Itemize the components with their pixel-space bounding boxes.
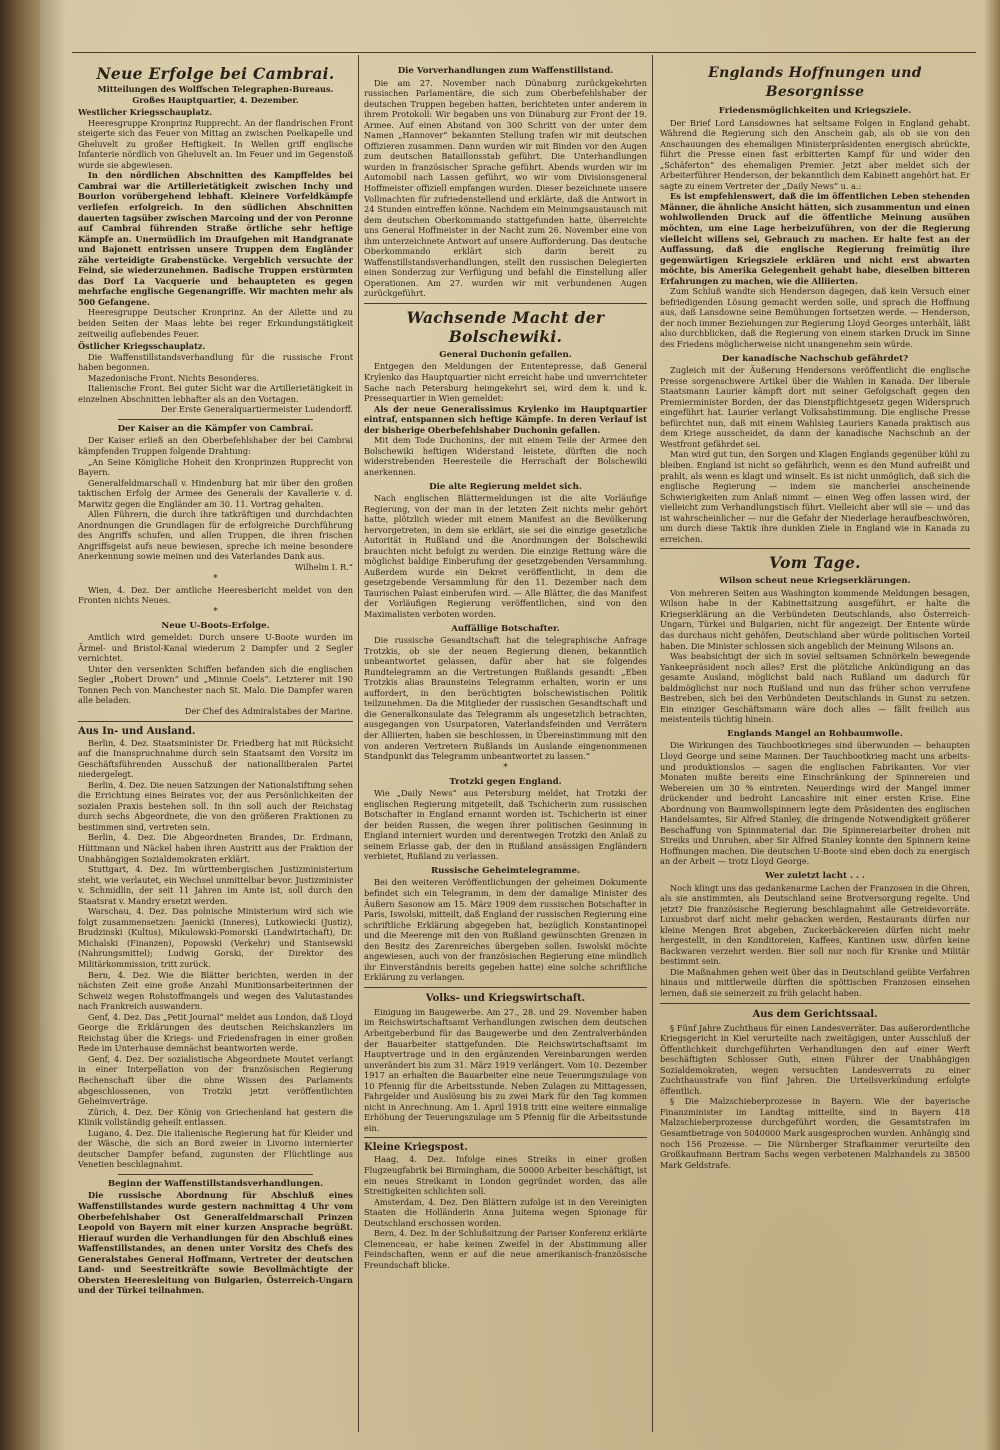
- divider: [364, 987, 647, 988]
- geheim-title: Russische Geheimtelegramme.: [431, 865, 580, 876]
- west-paragraph-2: In den nördlichen Abschnitten des Kampffeldes bei Cambrai war die Artillerietätigkeit zwischen Inchy und Bourlon vorübergehend lebhaft. Kleinere Vorfeldkämpfe verliefen erfolgreich. In den südlichen Abschnitten dauerten tagsüber zwischen Marcoing und der von Peronne auf Cambrai führenden Straße örtliche sehr heftige Kämpfe an. Unermüdlich im Draufgehen mit Handgranate und Bajonett entrissen unsere Truppen dem Engländer zähe verteidigte Grabenstücke. Vergeblich versuchte der Feind, sie wiederzunehmen. Badische Truppen erstürmten das Dorf La Vacquerie und behaupteten es gegen mehrfache englische Gegenangriffe. Wir machten mehr als 500 Gefangene.: [78, 170, 353, 307]
- west-title: Westlicher Kriegsschauplatz.: [78, 107, 212, 118]
- top-rule: [72, 52, 976, 53]
- genf-item-1: Genf, 4. Dez. Das „Petit Journal“ meldet aus London, daß Lloyd George die Erklärungen des deutschen Reichskanzlers im Reichstag über die Kriegs- und Friedensfragen in einer großen Rede im Unterhause demnächst beantworten werde.: [78, 1011, 353, 1054]
- wilson-title: Wilson scheut neue Kriegserklärungen.: [719, 576, 911, 587]
- column-3: [660, 62, 970, 1436]
- uboot-title: Neue U-Boots-Erfolge.: [161, 620, 270, 631]
- east-paragraph: Die Waffenstillstandsverhandlung für die russische Front haben begonnen.: [78, 351, 353, 373]
- lugano-item: Lugano, 4. Dez. Die italienische Regierung hat für Kleider und der Wäsche, die sich an Bord zweier in Livorno internierter deutscher Dampfer befand, zugunsten der Flüchtlinge aus Venetien beschlagnahmt.: [78, 1127, 353, 1170]
- trotzki-paragraph: Wie „Daily News“ aus Petersburg meldet, hat Trotzki der englischen Regierung mitgeteilt, daß Tschicherin zum russischen Botschafter in England ernannt worden ist. Tschicherin ist einer der beiden Russen, die wegen ihrer politischen Gesinnung in England interniert wurden und derentwegen Trotzki den Anlaß zu seinem Erlasse gab, der den in Rußland ansässigen Engländern verbietet, Rußland zu verlassen.: [364, 788, 647, 862]
- berlin-item-2: Berlin, 4. Dez. Die neuen Satzungen der Nationalstiftung sehen die Errichtung eines Beirates vor, der aus Persönlichkeiten der sozialen Praxis bestehen soll. In ihn soll auch der Reichstag durch sechs Abgeordnete, die von den größeren Fraktionen zu bestimmen sind, vertreten sein.: [78, 779, 353, 832]
- kanada-title: Der kanadische Nachschub gefährdet?: [721, 353, 909, 364]
- genf-item-2: Genf, 4. Dez. Der sozialistische Abgeordnete Moutet verlangt in einer Interpellation von der französischen Regierung Rechenschaft über die ohne Wissen des Parlaments abgeschlossenen, von Trotzki jetzt veröffentlichten Geheimverträge.: [78, 1053, 353, 1107]
- divider: [118, 419, 313, 420]
- headline-cambrai: Neue Erfolge bei Cambrai.: [96, 64, 335, 83]
- west-paragraph-1: Heeresgruppe Kronprinz Rupprecht. An der flandrischen Front steigerte sich das Feuer von Mittag an zwischen Poelkapelle und Gheluvelt zu großer Heftigkeit. In Wellen griff englische Infanterie nördlich von Gheluvelt an. Im Feuer und im Gegenstoß wurde sie abgewiesen.: [78, 117, 353, 170]
- zuerich-item: Zürich, 4. Dez. Der König von Griechenland hat gestern die Klinik vollständig geheilt entlassen.: [78, 1106, 353, 1128]
- kanada-paragraph-2: Man wird gut tun, den Sorgen und Klagen Englands gegenüber kühl zu bleiben. England ist nicht so gefährlich, wenn es den Mund aufreißt und prahlt, als wenn es klagt und winselt. Es ist nicht unmöglich, daß sich die englische Regierung — indem sie mancherlei anscheinende Schwierigkeiten zum Anlaß nimmt — einen Weg offen lassen wird, der vielleicht zum Verhandlungstisch führt. Vielleicht aber will sie — und das ist wahrscheinlicher — nur die Gefahr der Niederlage heraufbeschwören, um durch diese Taktik ihre dunklen Ziele in England wie in Kanada zu erreichen.: [660, 449, 970, 544]
- wilson-paragraph-2: Was beabsichtigt der sich in soviel seltsamen Schnörkeln bewegende Yankeepräsident noch alles? Erst die plötzliche Ankündigung an das gesamte Ausland, möglichst bald nach Rußland um dadurch für baldmöglichst nur noch Rußland und nun das früher schon verrufene Bestreben, sich bei den Verbündeten Deutschlands in Gunst zu setzen. Ein einziger Geschäftsmann wäre doch alles — fällt freilich aus meistenteils tüchtig hinein.: [660, 651, 970, 725]
- kriegspost-title: Kleine Kriegspost.: [364, 1142, 468, 1154]
- kaiser-paragraph-1: Der Kaiser erließ an den Oberbefehlshaber der bei Cambrai kämpfenden Truppen folgende Drahtung:: [78, 435, 353, 456]
- stuttgart-item: Stuttgart, 4. Dez. Im württembergischen Justizministerium steht, wie verlautet, ein Wechsel unmittelbar bevor. Justizminister v. Schmidlin, der seit 11 Jahren im Amte ist, soll durch den Staatsrat v. Mandry ersetzt werden.: [78, 864, 353, 906]
- geheim-paragraph: Bei den weiteren Veröffentlichungen der geheimen Dokumente befindet sich ein Telegramm, in dem der damalige Minister des Äußern Sasonow am 15. März 1909 dem russischen Botschafter in Paris, Iswolski, mitteilt, daß England der russischen Regierung eine schriftliche Erklärung abgegeben hat, bezüglich Konstantinopel und die Meerenge mit den von Rußland gewünschten Grenzen in den Besitz des Zarenreiches übergeben sollen. Iswolski möchte angewiesen, auch von der französischen Regierung eine mündlich ihr Einverständnis bereits gegeben hatte) eine solche schriftliche Erklärung zu verlangen.: [364, 877, 647, 983]
- bern-item: Bern, 4. Dez. In der Schlußsitzung der Pariser Konferenz erklärte Clemenceau, er habe keinen Zweifel in der Abstimmung aller Feindschaften, wenn er auf die neue amerikanisch-französische Freundschaft blicke.: [364, 1228, 647, 1270]
- macedonian-front: Mazedonische Front. Nichts Besonderes.: [88, 372, 259, 383]
- divider: [660, 548, 970, 549]
- england-paragraph-3: Zum Schluß wandte sich Henderson dagegen, daß kein Versuch einer befriedigenden Lösung gemacht werden solle, und sprach die Hoffnung aus, daß Lansdowne seine Bemühungen fortsetzen werde. — Henderson, der noch immer Beziehungen zur Regierung Lloyd Georges unterhält, läßt also durchblicken, daß die Regierung von einem starken Druck im Sinne des Friedens möglicherweise nicht unangenehm sein würde.: [660, 286, 970, 349]
- alte-regierung-title: Die alte Regierung meldet sich.: [429, 481, 582, 492]
- bern-item: Bern, 4. Dez. Wie die Blätter berichten, werden in der nächsten Zeit eine große Anzahl Munitionsarbeiterinnen der Schweiz wegen Rohstoffmangels und wegen des Valutastandes nach Frankreich auswandern.: [78, 969, 353, 1012]
- lacht-paragraph-2: Die Maßnahmen gehen weit über das in Deutschland geübte Verfahren hinaus und mittlerweile dürften die spöttischen Franzosen einsehen lernen, daß sie seinerzeit zu früh gelacht haben.: [660, 966, 970, 998]
- botschafter-title: Auffällige Botschafter.: [451, 623, 560, 634]
- duchonin-title: General Duchonin gefallen.: [439, 349, 572, 360]
- inland-title: Aus In- und Ausland.: [78, 725, 196, 737]
- separator-star: *: [213, 606, 218, 617]
- headline-vom-tage: Vom Tage.: [769, 553, 861, 573]
- vorverhandlungen-title: Die Vorverhandlungen zum Waffenstillstand.: [397, 66, 614, 76]
- beginn-paragraph: Die russische Abordnung für Abschluß eines Waffenstillstandes wurde gestern nachmittag 4 Uhr vom Oberbefehlshaber Ost Generalfeldmarschall Prinzen Leopold von Bayern mit einer kurzen Ansprache begrüßt. Hierauf wurden die Verhandlungen für den Abschluß eines Waffenstillstandes, an denen unter Vorsitz des Chefs des Generalstabes General Hoffmann, Vertreter der deutschen Land- und Seestreitkräfte sowie Bevollmächtigte der Obersten Heeresleitung von Bulgarien, Österreich-Ungarn und der Türkei teilnahmen.: [78, 1190, 353, 1296]
- divider: [364, 303, 647, 304]
- amsterdam-item: Amsterdam, 4. Dez. Den Blättern zufolge ist in den Vereinigten Staaten die Holländerin Anna Juitema wegen Spionage für Deutschland erschossen worden.: [364, 1196, 647, 1228]
- kaiser-signature: Wilhelm I. R.“: [294, 562, 353, 573]
- west-paragraph-3: Heeresgruppe Deutscher Kronprinz. An der Ailette und zu beiden Seiten der Maas lebte bei reger Erkundungstätigkeit zeitweilig auflebendes Feuer.: [78, 307, 353, 339]
- beginn-title: Beginn der Waffenstillstandsverhandlungen.: [107, 1178, 324, 1189]
- divider: [364, 1137, 647, 1138]
- berlin-item-1: Berlin, 4. Dez. Staatsminister Dr. Friedberg hat mit Rücksicht auf die Inanspruchnahme durch sein Staatsamt den Vorsitz im Geschäftsführenden Ausschuß der nationalliberalen Partei niedergelegt.: [78, 737, 353, 780]
- gerichtssaal-title: Aus dem Gerichtssaal.: [752, 1008, 878, 1020]
- gerichtssaal-paragraph-2: § Die Malzschieberprozesse in Bayern. Wie der bayerische Finanzminister im Landtag mitteilte, sind in Bayern 418 Malzschieberprozesse durchgeführt worden, die Gesamtstrafen im Gesamtbetrage von 5040000 Mark ausgesprochen wurden. Anhängig sind noch 156 Prozesse. — Die Nürnberger Strafkammer verurteilte den Großkaufmann Bertram Sachs wegen verbotenen Malzhandels zu 38500 Mark Geldstrafe.: [660, 1096, 970, 1170]
- headline-bolschewiki: Wachsende Macht der Bolschewiki.: [406, 307, 605, 346]
- wilson-paragraph-1: Von mehreren Seiten aus Washington kommende Meldungen besagen, Wilson habe in der Kabinettsitzung ausgeführt, er halte die Kriegserklärung an die Verbündeten Deutschlands, also Österreich-Ungarn, Türkei und Bulgarien, nicht für angezeigt. Der Entente würde das durchaus nicht gehöfen, Deutschland aber würde politischen Vorteil haben. Die Minister schlossen sich angeblich der Meinung Wilsons an.: [660, 587, 970, 651]
- italian-front: Italienische Front. Bei guter Sicht war die Artillerietätigkeit in einzelnen Abschnitten lebhafter als an den Vortagen.: [78, 383, 353, 404]
- east-title: Östlicher Kriegsschauplatz.: [78, 341, 206, 352]
- wolff-subline: Mitteilungen des Wolffschen Telegraphen-Bureaus.: [97, 84, 334, 94]
- england-paragraph-1: Der Brief Lord Lansdownes hat seltsame Folgen in England gehabt. Während die Regierung sich den Anschein gab, als ob sie von den Anschauungen des ehemaligen Ministerpräsidenten energisch abrückte, führt die Presse einen fast erbitterten Kampf für und wider den „Schäferton“ des ehemaligen Premier. Jetzt aber meldet sich der Arbeiterführer Henderson, der bekanntlich dem Kabinett angehört hat. Er sagte zu einem Vertreter der „Daily News“ u. a.:: [660, 117, 970, 191]
- england-subtitle: Friedensmöglichkeiten und Kriegsziele.: [718, 106, 912, 116]
- divider: [118, 1174, 313, 1175]
- trotzki-title: Trotzki gegen England.: [449, 776, 562, 787]
- headline-england: Englands Hoffnungen und Besorgnisse: [708, 65, 922, 100]
- haag-item: Haag, 4. Dez. Infolge eines Streiks in einer großen Flugzeugfabrik bei Birmingham, die 50000 Arbeiter beschäftigt, ist ein neues Streikamt in London gegründet worden, das alle Streitigkeiten schlichten soll.: [364, 1154, 647, 1197]
- duchonin-paragraph-2: Als der neue Generalissimus Krylenko im Hauptquartier eintraf, entspannen sich heftige Kämpfe. In deren Verlauf ist der bisherige Oberbefehlshaber Duchonin gefallen.: [364, 403, 647, 435]
- admiral-signature: Der Chef des Admiralstabes der Marine.: [184, 705, 353, 716]
- binding-spine: [0, 0, 40, 1450]
- binding-shadow: [40, 0, 66, 1450]
- kaiser-paragraph-4: Allen Führern, die durch ihre tatkräftigen und durchdachten Anordnungen die Grundlagen für de erfolgreiche Durchführung des Angriffs schufen, und allen Truppen, die ihren frischen Angriffsgeist aufs neue bewiesen, spreche ich meine besondere Anerkennung sowie meinen und des Vaterlandes Dank aus.: [78, 509, 353, 562]
- divider: [78, 721, 353, 722]
- baumwolle-title: Englands Mangel an Rohbaumwolle.: [727, 728, 903, 739]
- ludendorff-signature: Der Erste Generalquartiermeister Ludendorff.: [160, 404, 353, 415]
- berlin-item-3: Berlin, 4. Dez. Die Abgeordneten Brandes, Dr. Erdmann, Hüttmann und Näckel haben ihren Austritt aus der Fraktion der Unabhängigen Sozialdemokraten erklärt.: [78, 832, 353, 864]
- kaiser-paragraph-3: Generalfeldmarschall v. Hindenburg hat mir über den großen taktischen Erfolg der Armee des Generals der Kavallerie v. d. Marwitz gegen die Engländer am 30. 11. Vortrag gehalten.: [78, 477, 353, 509]
- column-2: [364, 62, 647, 1436]
- column-divider-1: [358, 55, 359, 1432]
- vorverhandlungen-paragraph: Die am 27. November nach Dünaburg zurückgekehrten russischen Parlamentäre, die sich zum Oberbefehlshaber der deutschen Truppen begeben hatten, berichteten unter anderem in ihrem Protokoll: Wir begaben uns von Dünaburg zur Front der 19. Armee. Auf einen Abstand von 300 Schritt von der unter dem Namen „Hannover“ bekannten Stellung trafen wir mit deutschen Offizieren zusammen. Dann wurden wir mit Binden vor den Augen zum deutschen Bataillonsstab geführt. Die Unterhandlungen wurden in französischer Sprache geführt. Abends wurden wir im Automobil nach Lassen geführt, wo wir vom Divisionsgeneral Hoffmeister offiziell empfangen wurden. Dieser bezeichnete unsere Vollmachten für zufriedenstellend und erklärte, daß die Antwort in 24 Stunden eintreffen könne. Nachdem ein Meinungsaustausch mit dem deutschen Oberkommando stattgefunden hatte, überreichte uns General Hoffmeister in der Nacht zum 26. November eine von ihm unterzeichnete Antwort auf unsere Aufforderung. Das deutsche Oberkommando erklärt sich darin bereit zu Waffenstillstandsverhandlungen, stellt den russischen Delegierten einen Sonderzug zur Verfügung und befahl die Einstellung aller Operationen. Am 27. wurden wir mit verbundenen Augen zurückgeführt.: [364, 77, 647, 299]
- alte-regierung-paragraph: Nach englischen Blättermeldungen ist die alte Vorläufige Regierung, von der man in der letzten Zeit nichts mehr gehört hatte, plötzlich wieder mit einem Manifest an die Bevölkerung hervorgetreten, in dem sie erklärt, sie sei die einzige gesetzliche Autorität in Rußland und die Anordnungen der Bolschewiki brauchten nicht befolgt zu werden. Die einzige Rettung wäre die möglichst baldige Einberufung der gesetzgebenden Versammlung. Außerdem wurde ein Dekret veröffentlicht, in dem die gesetzgebende Versammlung für den 11. Dezember nach dem Taurischen Palast einberufen wird. — Alle Blätter, die das Manifest der Vorläufigen Regierung veröffentlichen, sind von den Maximalisten verboten worden.: [364, 493, 647, 620]
- volkswirtschaft-title: Volks- und Kriegswirtschaft.: [425, 992, 586, 1004]
- gerichtssaal-paragraph-1: § Fünf Jahre Zuchthaus für einen Landesverräter. Das außerordentliche Kriegsgericht in Kiel verurteilte nach zweitägigen, unter Ausschluß der Öffentlichkeit durchgeführten Verhandlungen den auf einer Werft beschäftigten Schlosser Guth, einen Führer der Unabhängigen Sozialdemokraten, wegen versuchten Landesverrats zu einer Zuchthausstrafe von fünf Jahren. Die Urteilsverkündung erfolgte öffentlich.: [660, 1022, 970, 1096]
- kaiser-paragraph-2: „An Seine Königliche Hoheit den Kronprinzen Rupprecht von Bayern.: [78, 456, 353, 478]
- divider: [660, 1003, 970, 1004]
- dateline: Großes Hauptquartier, 4. Dezember.: [132, 94, 299, 105]
- baumwolle-paragraph: Die Wirkungen des Tauchbootkrieges sind überwunden — behaupten Lloyd George und seine Mannen. Der Tauchbootkrieg macht uns arbeits- und produktionslos — sagen die englischen Fabrikanten. Vor vier Monaten mußte bereits eine Einschränkung der Spinnereien und Webereien um 30 % eintreten. Neuerdings wird der Mangel immer drückender und bedroht Lancashire mit einer ersten Krise. Eine Abordnung von Baumwollspinnern legte dem Präsidenten des englischen Handelsamtes, Sir Alfred Stanley, die dringende Notwendigkeit größerer Beschaffung von Spinnmaterial dar. Die Spinnereiarbeiter drohen mit Streiks und Unruhen, aber Sir Alfred Stanley konnte den Spinnern keine Hoffnungen machen. Die deutschen U-Boote sind eben doch zu energisch an der Arbeit — trotz Lloyd George.: [660, 740, 970, 867]
- separator-star: *: [503, 762, 508, 773]
- separator-star: *: [213, 573, 218, 584]
- england-paragraph-2: Es ist empfehlenswert, daß die im öffentlichen Leben stehenden Männer, die ähnliche Ansicht hätten, sich zusammentun und einen wohlwollenden Druck auf die öffentliche Meinung ausüben möchten, um eine Lage herbeizuführen, von der die Regierung vielleicht willens sei, Gebrauch zu machen. Er halte fest an der Auffassung, daß die englische Regierung freimütig ihre gegenwärtigen Kriegsziele erklären und nicht erst abwarten möchte, bis Amerika Gelegenheit gehabt habe, dieselben bitteren Erfahrungen zu machen, wie die Alliierten.: [660, 191, 970, 286]
- column-divider-2: [652, 55, 653, 1432]
- uboot-paragraph-1: Amtlich wird gemeldet: Durch unsere U-Boote wurden im Ärmel- und Bristol-Kanal wiederum 2 Dampfer und 2 Segler vernichtet.: [78, 632, 353, 664]
- kanada-paragraph-1: Zugleich mit der Äußerung Hendersons veröffentlicht die englische Presse sorgenschwere Artikel über die Wahlen in Kanada. Der liberale Staatsmann Laurier kämpft dort mit seiner Gefolgschaft gegen den Premierminister Borden, der das Dienstpflichtgesetz gegen Widerspruch eingeführt hat. Laurier verlangt Volksabstimmung. Die englische Presse befürchtet nun, daß mit einem Wahlsieg Lauriers Kanada praktisch aus dem Kriege ausscheidet, da dann der kanadische Nachschub an der Westfront gefährdet sei.: [660, 365, 970, 449]
- wien-report: Wien, 4. Dez. Der amtliche Heeresbericht meldet von den Fronten nichts Neues.: [78, 584, 353, 606]
- warschau-item: Warschau, 4. Dez. Das polnische Ministerium wird sich wie folgt zusammensetzen: Jaenicki (Inneres), Lutkowiecki (Justiz), Brudzinski (Kultus), Mikulowski-Pomorski (Landwirtschaft), Dr. Michalski (Finanzen), Popowski (Verkehr) und Stanisewski (Nahrungsmittel); Ludwig Gorski, der Direktor des Militärkommission, tritt zurück.: [78, 906, 353, 970]
- volkswirtschaft-paragraph: Einigung im Baugewerbe. Am 27., 28. und 29. November haben im Reichswirtschaftsamt Verhandlungen zwischen dem deutschen Arbeitgeberbund für das Baugewerbe und den Zentralverbänden der Bauarbeiter stattgefunden. Die Reichswirtschaftsamt im Hauptvertrage und in den ergänzenden Vereinbarungen werden unverändert bis zum 31. März 1919 verlängert. Vom 10. Dezember 1917 an erhalten die Bauarbeiter eine neue Teuerungszulage von 10 Pfennig für die Arbeitsstunde. Neben Zulagen zu Mittagessen, Fahrgelder und Auslösung bis zu zwei Mark für den Tag kommen nicht in Anrechnung. Am 1. April 1918 tritt eine weitere einmalige Erhöhung der Teuerungszulage um 5 Pfennig für die Arbeitsstunde ein.: [364, 1006, 647, 1133]
- botschafter-paragraph: Die russische Gesandtschaft hat die telegraphische Anfrage Trotzkis, ob sie der neuen Regierung dienen, bekanntlich unbeantwortet gelassen, dafür aber hat sie folgendes Rundtelegramm an die Vertretungen Rußlands gesandt: „Eben Trotzkis alias Braunsteins Telegramm erhalten, worin er uns auffordert, in den berüchtigten bolschewistischen Politik teilzunehmen. Da die Mitglieder der russischen Gesandtschaft und die Generalkonsulate das Telegramm als ungesetzlich betrachten, ausgegangen von Usurpatoren, Vaterlandsfeinden und Verrätern der Alliierten, haben sie beschlossen, in Übereinstimmung mit den von anderen Vertretern Rußlands im Auslande eingenommenen Standpunkt das Telegramm unbeantwortet zu lassen.“: [364, 635, 647, 762]
- duchonin-paragraph-3: Mit dem Tode Duchonins, der mit einem Teile der Armee den Bolschewiki heftigen Widerstand leistete, dürften die noch widerstrebenden Heeresteile die Herrschaft der Bolschewiki anerkennen.: [364, 435, 647, 477]
- uboot-paragraph-2: Unter den versenkten Schiffen befanden sich die englischen Segler „Robert Drown“ und „Minnie Coels“. Letzterer mit 190 Tonnen Pech von Manchester nach St. Malo. Die Dampfer waren alle beladen.: [78, 663, 353, 706]
- kaiser-title: Der Kaiser an die Kämpfer von Cambrai.: [117, 423, 314, 434]
- lacht-title: Wer zuletzt lacht . . .: [765, 871, 865, 881]
- lacht-paragraph-1: Noch klingt uns das gedankenarme Lachen der Franzosen in die Ohren, als sie anstimmten, als Deutschland seine Brotversorgung regelte. Und jetzt? Die französische Regierung beschlagnahmt alle Getreidevorräte. Luxusbrot darf nicht mehr gebacken werden, Restaurants dürfen nur kleine Mengen Brot abgeben, Zuckerbäckereien dürfen nicht mehr hergestellt, in den Konditoreien, Kaffees, Kantinen usw. dürfen keine Backwaren verzehrt werden. Bier soll nur noch für Kranke und Militär bestimmt sein.: [660, 882, 970, 967]
- duchonin-paragraph-1: Entgegen den Meldungen der Ententepresse, daß General Krylenko das Hauptquartier nicht erreicht habe und unverrichteter Sache nach Petersburg heimgekehrt sei, wird dem k. und k. Pressequartier in Wien gemeldet:: [364, 361, 647, 404]
- page-edge: [984, 0, 1000, 1450]
- column-1: [78, 62, 353, 1436]
